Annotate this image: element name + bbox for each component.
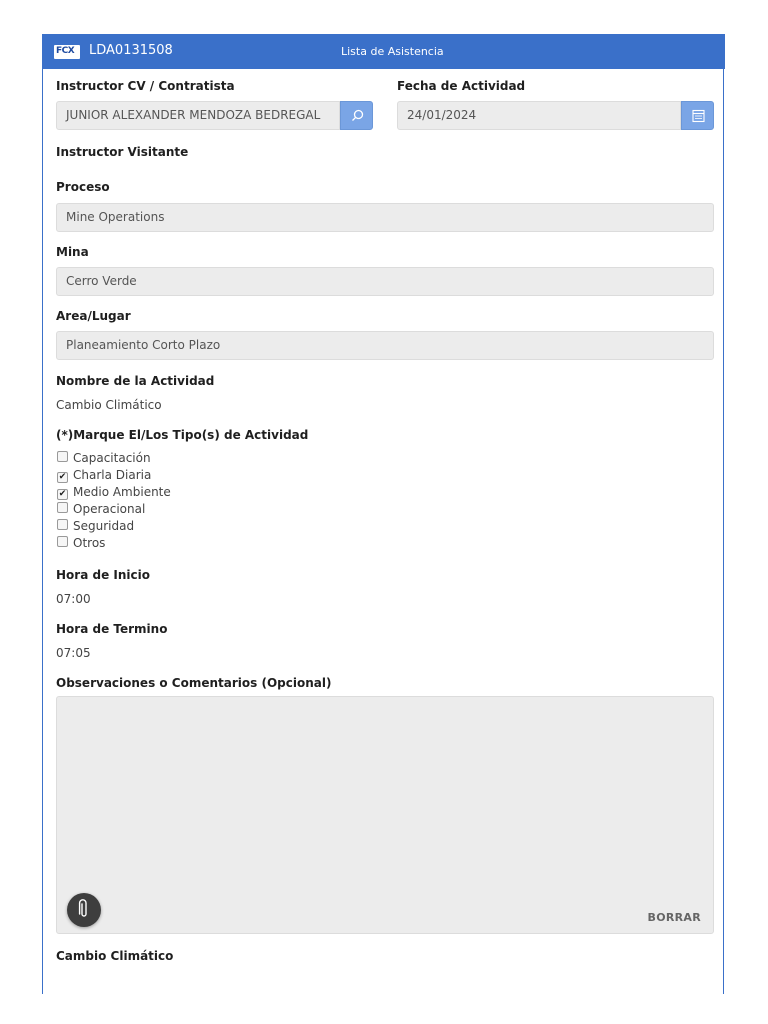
mina-field[interactable]: Cerro Verde	[56, 267, 714, 296]
area-label: Area/Lugar	[56, 309, 131, 323]
hora-termino-label: Hora de Termino	[56, 622, 168, 636]
tipo-option-label: Charla Diaria	[73, 468, 152, 482]
tipo-option-3[interactable]	[57, 502, 145, 518]
instructor-field[interactable]: JUNIOR ALEXANDER MENDOZA BEDREGAL	[56, 101, 340, 130]
page-title: Lista de Asistencia	[341, 45, 444, 58]
actividad-label: Nombre de la Actividad	[56, 374, 215, 388]
hora-termino-value: 07:05	[56, 646, 91, 660]
attach-button[interactable]	[67, 893, 101, 927]
calendar-icon	[682, 102, 715, 131]
checkbox[interactable]	[57, 502, 68, 513]
hora-inicio-label: Hora de Inicio	[56, 568, 150, 582]
mina-label: Mina	[56, 245, 89, 259]
actividad-value: Cambio Climático	[56, 398, 162, 412]
tipo-option-label: Operacional	[73, 502, 146, 516]
checkbox[interactable]	[57, 536, 68, 547]
tipo-option-0[interactable]	[57, 451, 151, 467]
search-icon	[341, 102, 374, 131]
company-logo	[54, 45, 80, 59]
tipo-option-5[interactable]	[57, 536, 105, 552]
tipo-option-label: Medio Ambiente	[73, 485, 171, 499]
instructor-label: Instructor CV / Contratista	[56, 79, 235, 93]
observaciones-textarea[interactable]	[56, 696, 714, 934]
instructor-visitante-label: Instructor Visitante	[56, 145, 189, 159]
proceso-label: Proceso	[56, 180, 110, 194]
observaciones-label: Observaciones o Comentarios (Opcional)	[56, 676, 332, 690]
hora-inicio-value: 07:00	[56, 592, 91, 606]
borrar-button[interactable]: BORRAR	[647, 911, 701, 924]
tipo-option-label: Otros	[73, 536, 106, 550]
checkbox[interactable]: ✔	[58, 489, 67, 499]
logo-text: FCX	[56, 46, 75, 56]
document-id: LDA0131508	[89, 43, 173, 58]
tipo-option-2[interactable]	[57, 485, 171, 501]
instructor-search-button[interactable]	[340, 101, 373, 130]
checkbox[interactable]: ✔	[58, 472, 67, 482]
fecha-label: Fecha de Actividad	[397, 79, 526, 93]
checkbox[interactable]	[57, 519, 68, 530]
tipo-option-label: Seguridad	[73, 519, 135, 533]
tipos-label: (*)Marque El/Los Tipo(s) de Actividad	[56, 428, 309, 442]
cambio-climatico-section-label: Cambio Climático	[56, 949, 174, 963]
checkbox[interactable]	[57, 451, 68, 462]
tipo-option-4[interactable]	[57, 519, 134, 535]
area-field[interactable]: Planeamiento Corto Plazo	[56, 331, 714, 360]
paperclip-icon	[67, 893, 101, 927]
header-bar	[43, 34, 725, 69]
fecha-calendar-button[interactable]	[681, 101, 714, 130]
form-panel	[42, 34, 724, 994]
proceso-field[interactable]: Mine Operations	[56, 203, 714, 232]
tipo-option-1[interactable]	[57, 468, 151, 484]
tipo-option-label: Capacitación	[73, 451, 151, 465]
fecha-field[interactable]: 24/01/2024	[397, 101, 681, 130]
